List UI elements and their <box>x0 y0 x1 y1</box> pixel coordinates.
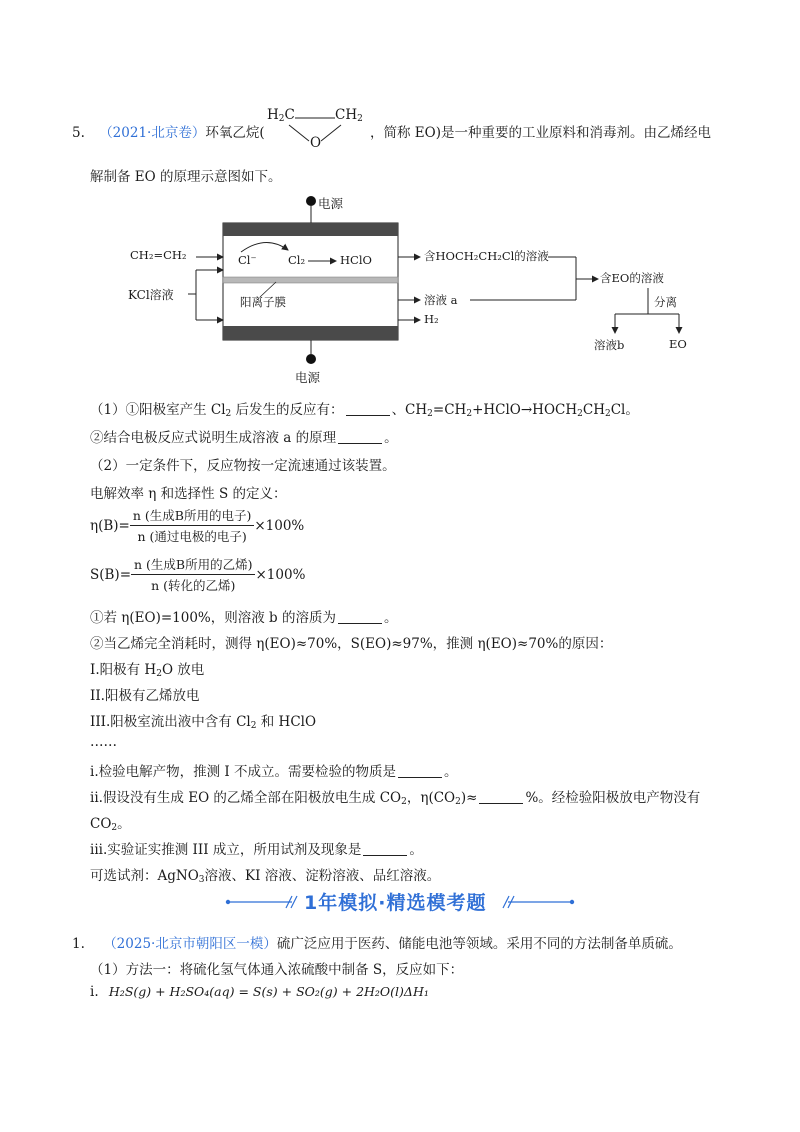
question-number: 5. <box>72 125 85 141</box>
question-1-line1 <box>72 932 682 952</box>
banner-title: 1年模拟·精选模考题 <box>304 892 487 914</box>
text-check-i: i.检验电解产物，推测 I 不成立。需要检验的物质是 。 <box>90 764 458 780</box>
ethylene-label: CH₂=CH₂ <box>130 248 187 262</box>
chloride-ion-label: Cl⁻ <box>238 253 257 267</box>
diagram-svg <box>128 190 698 390</box>
eta-lhs: η(B)= <box>90 517 130 534</box>
power-top-label: 电源 <box>318 196 344 211</box>
selectivity-formula <box>90 555 305 594</box>
answer-blank[interactable] <box>346 414 390 416</box>
power-bottom-label: 电源 <box>295 370 321 385</box>
answer-blank[interactable] <box>338 442 382 444</box>
solution-b-label: 溶液b <box>594 338 625 352</box>
output-top-label: 含HOCH₂CH₂Cl的溶液 <box>424 249 549 263</box>
s-fraction <box>131 555 255 594</box>
text-q2-2: ②当乙烯完全消耗时，测得 η(EO)≈70%，S(EO)≈97%，推测 η(EO)≈70%的原因： <box>90 636 613 652</box>
mol-h2c: $H_2C$ <box>267 107 295 124</box>
question-1-equation <box>90 984 429 1000</box>
equation-label: i. <box>90 984 99 1000</box>
answer-blank[interactable] <box>338 622 382 624</box>
text-hypothesis-3: III.阳极室流出液中含有 $Cl_2$ 和 HClO <box>90 714 317 731</box>
output-h2-label: H₂ <box>424 312 439 326</box>
answer-blank[interactable] <box>398 776 442 778</box>
eta-rhs: ×100% <box>254 517 305 534</box>
s-denominator: n (转化的乙烯) <box>151 578 236 593</box>
text-reagents: 可选试剂：AgNO$_3$溶液、KI 溶液、淀粉溶液、品红溶液。 <box>90 868 441 885</box>
ethylene-oxide-structure <box>265 103 365 155</box>
question-1-source: （2025·北京市朝阳区一模） <box>103 936 277 952</box>
question-1-part1: （1）方法一：将硫化氢气体通入浓硫酸中制备 S，反应如下： <box>90 962 464 978</box>
s-rhs: ×100% <box>255 566 306 583</box>
question-5-line1 <box>72 121 265 141</box>
output-solution-a-label: 溶液 a <box>424 293 458 307</box>
text-ellipsis: …… <box>90 734 117 750</box>
text-hypothesis-1: I.阳极有 $H_2O$ 放电 <box>90 662 205 679</box>
electrolysis-diagram <box>128 190 698 390</box>
text-q2-1: ①若 η(EO)=100%，则溶液 b 的溶质为 。 <box>90 610 398 626</box>
text-check-ii: ii.假设没有生成 EO 的乙烯全部在阳极放电生成 $CO_2$，$\eta(CO_2)\approx$ %。经检验阳极放电产物没有 <box>90 790 701 807</box>
equation-text: H₂S(g) + H₂SO₄(aq) = S(s) + SO₂(g) + 2H₂O(l)ΔH₁ <box>108 984 429 999</box>
question-text-post: ，简称 EO)是一种重要的工业原料和消毒剂。由乙烯经电 <box>370 125 711 141</box>
answer-blank[interactable] <box>363 854 407 856</box>
question-text-pre: 环氧乙烷( <box>205 125 265 141</box>
text-check-iii: iii.实验证实推测 III 成立，所用试剂及现象是 。 <box>90 842 423 858</box>
separation-label: 分离 <box>654 295 677 309</box>
s-lhs: S(B)= <box>90 566 132 583</box>
eta-denominator: n (通过电极的电子) <box>137 529 247 544</box>
text-part1-2: ②结合电极反应式说明生成溶液 a 的原理 。 <box>90 430 398 446</box>
text-part1-1: （1）①阳极室产生 $Cl_2$ 后发生的反应有： 、$CH_2=CH_2+HClO\to HOCH_2CH_2Cl$。 <box>90 402 639 419</box>
eta-fraction <box>130 506 254 545</box>
mol-ch2: $CH_2$ <box>335 107 363 124</box>
membrane-label: 阳离子膜 <box>240 295 286 309</box>
eo-solution-label: 含EO的溶液 <box>600 271 664 285</box>
hclo-label: HClO <box>340 253 372 267</box>
eta-numerator: n (生成B所用的电子) <box>130 506 254 526</box>
answer-blank[interactable] <box>479 802 523 804</box>
text-definition: 电解效率 η 和选择性 S 的定义： <box>90 486 287 502</box>
eo-product-label: EO <box>669 337 687 351</box>
text-part2: （2）一定条件下，反应物按一定流速通过该装置。 <box>90 458 396 474</box>
question-1-number: 1. <box>72 936 85 952</box>
eta-formula <box>90 506 304 545</box>
section-banner <box>200 886 600 916</box>
text-check-ii-cont: $CO_2$。 <box>90 816 131 833</box>
question-1-text: 硫广泛应用于医药、储能电池等领域。采用不同的方法制备单质硫。 <box>276 936 682 952</box>
chlorine-label: Cl₂ <box>288 253 306 267</box>
text-hypothesis-2: II.阳极有乙烯放电 <box>90 688 200 704</box>
kcl-label: KCl溶液 <box>128 288 174 302</box>
question-source: （2021·北京卷） <box>99 125 206 141</box>
question-text-line2: 解制备 EO 的原理示意图如下。 <box>90 169 282 185</box>
s-numerator: n (生成B所用的乙烯) <box>131 555 255 575</box>
mol-o: O <box>310 135 322 151</box>
